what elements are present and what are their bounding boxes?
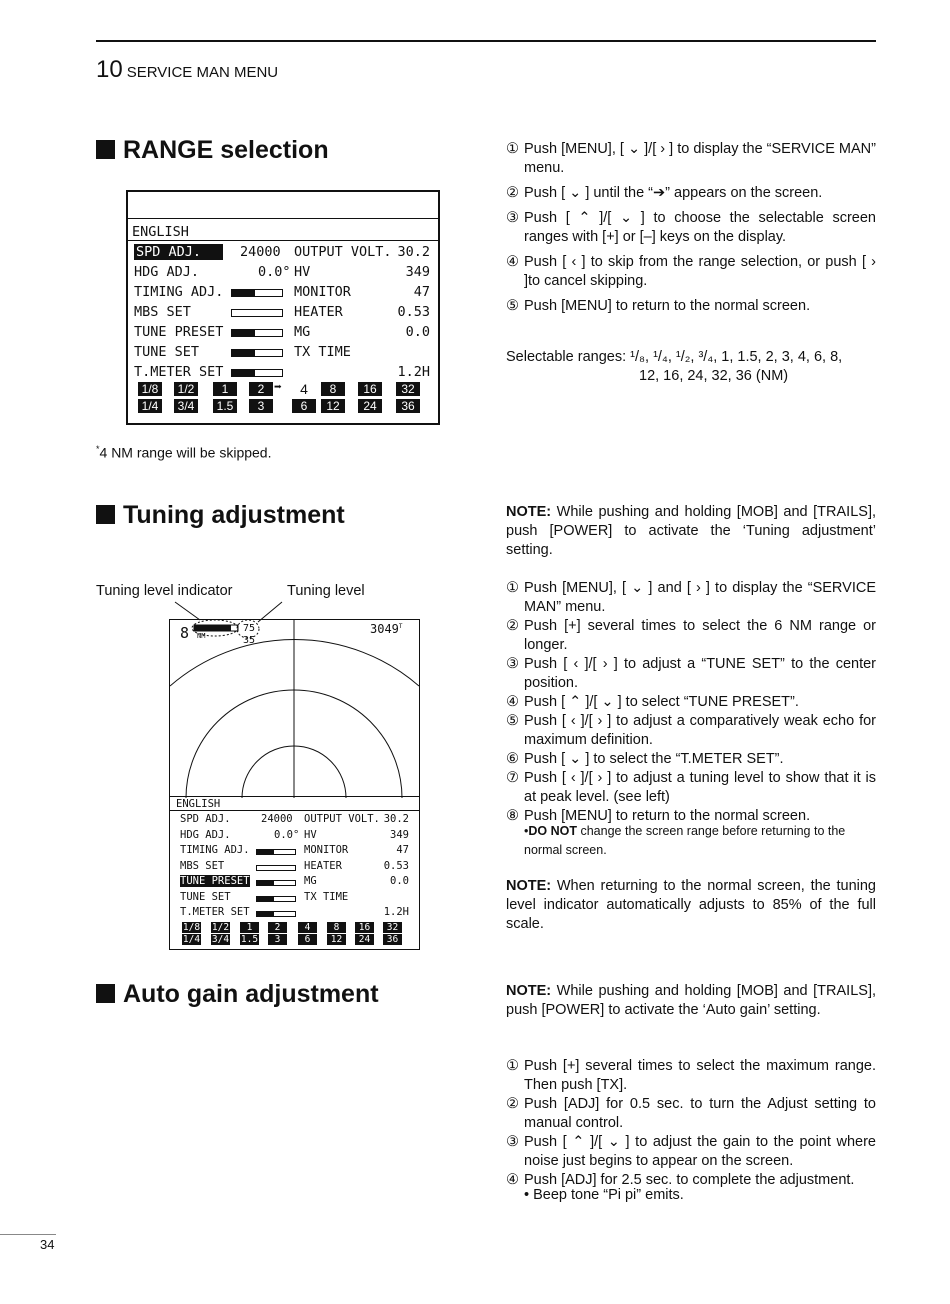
step-text: Push [ ‹ ]/[ › ] to adjust a comparatively weak echo for maximum definition. — [524, 713, 876, 748]
range-chip: 3/4 — [211, 934, 230, 945]
step-text: Push [ ⌃ ]/[ ⌄ ] to choose the selectable screen ranges with [+] or [–] keys on the display. — [524, 210, 876, 245]
step-item — [506, 750, 876, 769]
step-number: ⑥ — [506, 751, 519, 767]
step-text: Push [+] several times to select the 6 NM range or longer. — [524, 618, 876, 653]
range-chip: 3 — [249, 399, 273, 413]
chapter-title: SERVICE MAN MENU — [126, 64, 279, 81]
param-value: 30.2 — [397, 244, 430, 260]
screen-divider — [170, 796, 419, 797]
menu-item: TIMING ADJ. — [134, 284, 224, 300]
note-text: When returning to the normal screen, the tuning level indicator automatically adjusts to 85% of the full scale. — [506, 878, 876, 932]
level-top: 75 — [243, 623, 256, 634]
step-item — [506, 655, 876, 693]
step-number: ⑧ — [506, 808, 519, 824]
step-text: Push [ ‹ ]/[ › ] to adjust a tuning level to show that it is at peak level. (see left) — [524, 770, 876, 805]
param-value: 0.0 — [405, 324, 430, 340]
step-text: Push [MENU] to return to the normal screen. — [524, 298, 811, 314]
param-label: OUTPUT VOLT. — [304, 813, 380, 825]
range-chip: 1/2 — [211, 922, 230, 933]
param-label: HV — [294, 264, 311, 280]
square-bullet-icon — [96, 984, 115, 1003]
step-text: Push [ ⌄ ] to select the “T.METER SET”. — [524, 751, 784, 767]
menu-item: TUNE SET — [180, 890, 231, 903]
level-bar — [256, 865, 296, 871]
param-value: 1.2H — [397, 364, 430, 380]
step-number: ④ — [506, 694, 519, 710]
menu-item: HDG ADJ. — [134, 264, 200, 280]
range-chip: 6 — [298, 934, 317, 945]
param-value: 349 — [405, 264, 430, 280]
range-chip: 36 — [383, 934, 402, 945]
level-bar — [256, 880, 296, 886]
param-label: MG — [304, 875, 317, 887]
range-chip: 1/4 — [138, 399, 162, 413]
label-tuning-level: Tuning level — [287, 583, 365, 599]
level-bar-fill — [257, 881, 274, 885]
language-label: ENGLISH — [176, 798, 221, 810]
step-text: Push [ADJ] for 0.5 sec. to turn the Adjust setting to manual control. — [524, 1096, 876, 1131]
menu-item: TUNE SET — [134, 344, 200, 360]
range-chip: 2 — [268, 922, 287, 933]
range-chip: 1 — [240, 922, 259, 933]
range-chip: 32 — [396, 382, 420, 396]
range-chip: 32 — [383, 922, 402, 933]
range-chip: 1 — [213, 382, 237, 396]
range-chip: 12 — [327, 934, 346, 945]
step-number: ① — [506, 580, 519, 596]
note-label: NOTE: — [506, 504, 552, 520]
chapter-number: 10 — [96, 56, 123, 83]
autogain-steps — [506, 1057, 876, 1190]
step-text: Push [ ⌃ ]/[ ⌄ ] to select “TUNE PRESET”. — [524, 694, 799, 710]
range-chip: 24 — [358, 399, 382, 413]
level-bar-fill — [257, 850, 274, 854]
level-bar-fill — [257, 897, 274, 901]
step-text: Push [+] several times to select the maximum range. Then push [TX]. — [524, 1058, 876, 1093]
callout-line-indicator — [175, 602, 200, 620]
tuning-radar-screen — [169, 619, 420, 950]
level-bar — [256, 849, 296, 855]
step-text: Push [MENU], [ ⌄ ] and [ › ] to display the “SERVICE MAN” menu. — [524, 580, 876, 615]
menu-item: TIMING ADJ. — [180, 844, 250, 856]
autogain-bullet: • Beep tone “Pi pi” emits. — [524, 1187, 684, 1203]
step-number: ⑤ — [506, 298, 519, 314]
step-text: Push [ ⌃ ]/[ ⌄ ] to adjust the gain to the point where noise just begins to appear on the screen. — [524, 1134, 876, 1169]
level-bar — [256, 896, 296, 902]
step-item — [506, 693, 876, 712]
bullet-bold: DO NOT — [528, 824, 577, 838]
param-label: MONITOR — [294, 284, 351, 300]
step-text: Push [ ⌄ ] until the “➔” appears on the screen. — [524, 185, 823, 201]
menu-item: HDG ADJ. — [180, 828, 231, 841]
tuning-bullet: •DO NOT change the screen range before returning to the normal screen. — [524, 824, 846, 857]
selectable-line1: ¹/₈, ¹/₄, ¹/₂, ³/₄, 1, 1.5, 2, 3, 4, 6, 8, — [630, 349, 843, 365]
menu-item: SPD ADJ. — [180, 813, 231, 825]
heading-readout — [370, 622, 403, 636]
range-chip: 1/2 — [174, 382, 198, 396]
range-chip: 1/8 — [138, 382, 162, 396]
range-chip: 8 — [327, 922, 346, 933]
param-value: 0.0 — [390, 875, 409, 887]
range-unit: NM — [197, 632, 206, 640]
footnote-text: 4 NM range will be skipped. — [99, 444, 272, 461]
range-chip: 12 — [321, 399, 345, 413]
range-chip: 16 — [358, 382, 382, 396]
step-number: ② — [506, 1096, 519, 1112]
param-value: 349 — [390, 828, 409, 841]
note-label: NOTE: — [506, 983, 552, 999]
range-chip: 6 — [292, 399, 316, 413]
spd-value: 24000 — [261, 813, 293, 825]
level-bar — [256, 911, 296, 917]
step-number: ③ — [506, 656, 519, 672]
param-value: 47 — [396, 844, 409, 856]
step-item — [506, 579, 876, 617]
range-chip: 2 — [249, 382, 273, 396]
step-item — [506, 617, 876, 655]
selectable-label: Selectable ranges: — [506, 349, 627, 365]
step-text: Push [ ‹ ] to skip from the range selection, or push [ › ]to cancel skipping. — [524, 254, 876, 289]
range-chip: 4 — [298, 922, 317, 933]
range-chip: 8 — [321, 382, 345, 396]
autogain-note — [506, 982, 876, 1020]
menu-item: TUNE PRESET — [180, 875, 250, 887]
note-label: NOTE: — [506, 878, 552, 894]
step-text: Push [MENU] to return to the normal screen. — [524, 808, 811, 824]
step-number: ⑦ — [506, 770, 519, 786]
param-value: 30.2 — [383, 813, 409, 825]
step-item — [506, 1057, 876, 1095]
menu-item: T.METER SET — [134, 364, 224, 380]
param-label: HEATER — [294, 304, 343, 320]
step-text: Push [ADJ] for 2.5 sec. to complete the adjustment. — [524, 1172, 855, 1188]
step-number: ① — [506, 1058, 519, 1074]
param-value: 47 — [413, 284, 430, 300]
range-chip: 24 — [355, 934, 374, 945]
note-text: While pushing and holding [MOB] and [TRAILS], push [POWER] to activate the ‘Auto gain’ setting. — [506, 983, 877, 1018]
heading-value: 3049 — [370, 622, 399, 636]
tuning-note2 — [506, 877, 876, 934]
hdg-value: 0.0° — [274, 829, 300, 841]
page-number: 34 — [40, 1237, 55, 1252]
step-number: ③ — [506, 210, 519, 226]
menu-item: TUNE PRESET — [134, 324, 224, 340]
range-title-text: RANGE selection — [123, 136, 329, 164]
param-label: TX TIME — [304, 890, 349, 903]
radar-display — [170, 620, 419, 798]
tuning-steps — [506, 579, 876, 826]
menu-item: MBS SET — [180, 859, 225, 872]
range-chip: 16 — [355, 922, 374, 933]
label-tuning-indicator: Tuning level indicator — [96, 583, 233, 599]
step-text: Push [ ‹ ]/[ › ] to adjust a “TUNE SET” to the center position. — [524, 656, 876, 691]
range-chip: 3/4 — [174, 399, 198, 413]
arrow-icon: ➡ — [274, 380, 282, 395]
param-label: HEATER — [304, 859, 342, 872]
menu-item: SPD ADJ. — [134, 244, 223, 260]
range-chip: 1/4 — [182, 934, 201, 945]
tuning-level-fill — [194, 625, 231, 631]
step-number: ④ — [506, 254, 519, 270]
range-chip: 1.5 — [240, 934, 259, 945]
step-item — [506, 1133, 876, 1171]
step-item — [506, 1095, 876, 1133]
step-item — [506, 769, 876, 807]
screen-divider — [170, 810, 419, 811]
range-chip: 1/8 — [182, 922, 201, 933]
param-value: 1.2H — [383, 906, 409, 918]
step-number: ② — [506, 185, 519, 201]
step-number: ④ — [506, 1172, 519, 1188]
param-label: MONITOR — [304, 844, 349, 856]
param-label: OUTPUT VOLT. — [294, 244, 392, 260]
param-label: TX TIME — [294, 344, 351, 360]
step-item — [506, 712, 876, 750]
hdg-value: 0.0° — [258, 264, 291, 280]
selectable-line2: 12, 16, 24, 32, 36 (NM) — [639, 368, 789, 384]
heading-suffix: T — [398, 623, 403, 630]
range-chip: 36 — [396, 399, 420, 413]
range-chip: 3 — [268, 934, 287, 945]
param-label: HV — [304, 828, 317, 841]
menu-item: T.METER SET — [180, 906, 250, 918]
autogain-title-text: Auto gain adjustment — [123, 980, 379, 1008]
step-text: Push [MENU], [ ⌄ ]/[ › ] to display the “SERVICE MAN” menu. — [524, 141, 876, 176]
level-bottom: 35 — [243, 635, 256, 646]
step-number: ① — [506, 141, 519, 157]
bullet-text: change the screen range before returning to the normal screen. — [524, 824, 846, 857]
menu-item: MBS SET — [134, 304, 191, 320]
range-chip: 4 — [300, 381, 308, 397]
autogain-section-title — [96, 980, 379, 1009]
range-value: 8 — [180, 624, 190, 642]
param-label: MG — [294, 324, 311, 340]
language-label: ENGLISH — [132, 224, 189, 240]
level-bar-fill — [257, 912, 274, 916]
step-number: ⑤ — [506, 713, 519, 729]
param-value: 0.53 — [397, 304, 430, 320]
footer-rule — [0, 1234, 56, 1235]
tuning-title-text: Tuning adjustment — [123, 501, 345, 529]
footnote-mark: * — [96, 444, 100, 454]
step-number: ③ — [506, 1134, 519, 1150]
step-number: ② — [506, 618, 519, 634]
spd-value: 24000 — [240, 244, 281, 260]
param-value: 0.53 — [383, 859, 409, 872]
range-chip: 1.5 — [213, 399, 237, 413]
note-text: While pushing and holding [MOB] and [TRAILS], push [POWER] to activate the ‘Tuning adjustment’ setting. — [506, 504, 877, 558]
